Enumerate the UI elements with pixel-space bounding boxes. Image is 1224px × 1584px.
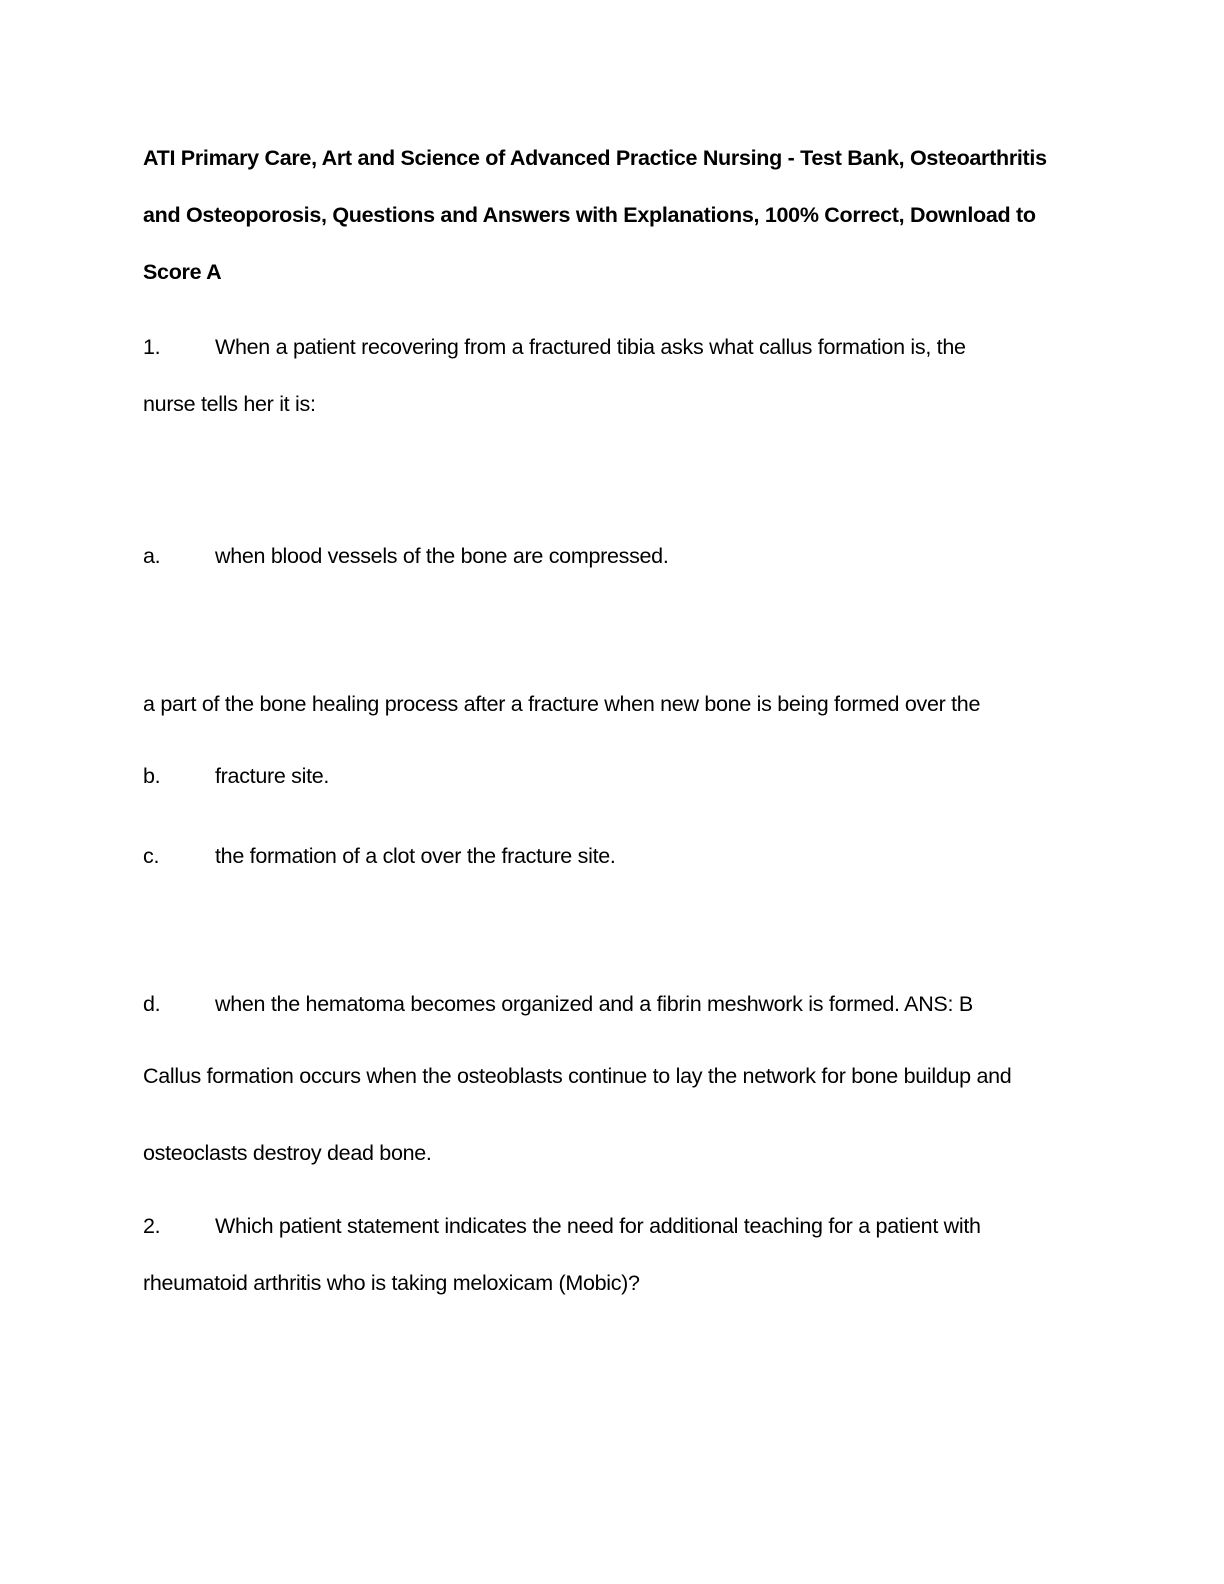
option-c-label: c.	[143, 844, 160, 868]
option-d-label: d.	[143, 992, 161, 1016]
option-d-line	[143, 976, 1124, 1033]
option-b-text: fracture site.	[215, 764, 330, 788]
option-b-overflow-line: a part of the bone healing process after a fracture when new bone is being formed over the	[143, 692, 981, 716]
explanation-line-1: Callus formation occurs when the osteoblasts continue to lay the network for bone buildup and	[143, 1064, 1012, 1088]
document-content	[143, 130, 1124, 1312]
option-a-text: when blood vessels of the bone are compressed.	[215, 544, 669, 568]
question-2-number: 2.	[143, 1214, 161, 1238]
explanation-line-2: osteoclasts destroy dead bone.	[143, 1141, 432, 1165]
option-a-line	[143, 528, 1124, 585]
option-c-line	[143, 828, 1124, 885]
question-1-text: When a patient recovering from a fractured tibia asks what callus formation is, the	[215, 335, 966, 359]
question-1-number: 1.	[143, 335, 161, 359]
option-a-label: a.	[143, 544, 161, 568]
option-b-label: b.	[143, 764, 161, 788]
question-2-text: Which patient statement indicates the need for additional teaching for a patient with	[215, 1214, 981, 1238]
question-1-line-2: nurse tells her it is:	[143, 392, 316, 416]
option-d-text: when the hematoma becomes organized and a fibrin meshwork is formed. ANS: B	[215, 992, 973, 1016]
option-c-text: the formation of a clot over the fracture site.	[215, 844, 616, 868]
option-b-line	[143, 748, 1124, 805]
question-2-line-2: rheumatoid arthritis who is taking meloxicam (Mobic)?	[143, 1271, 640, 1295]
document-title-line-3: Score A	[143, 260, 222, 284]
question-2-line-1	[143, 1198, 1124, 1255]
document-title-line-2: and Osteoporosis, Questions and Answers with Explanations, 100% Correct, Download to	[143, 203, 1036, 227]
question-1-line-1	[143, 319, 1124, 376]
document-title-line-1: ATI Primary Care, Art and Science of Advanced Practice Nursing - Test Bank, Osteoarthritis	[143, 146, 1047, 170]
